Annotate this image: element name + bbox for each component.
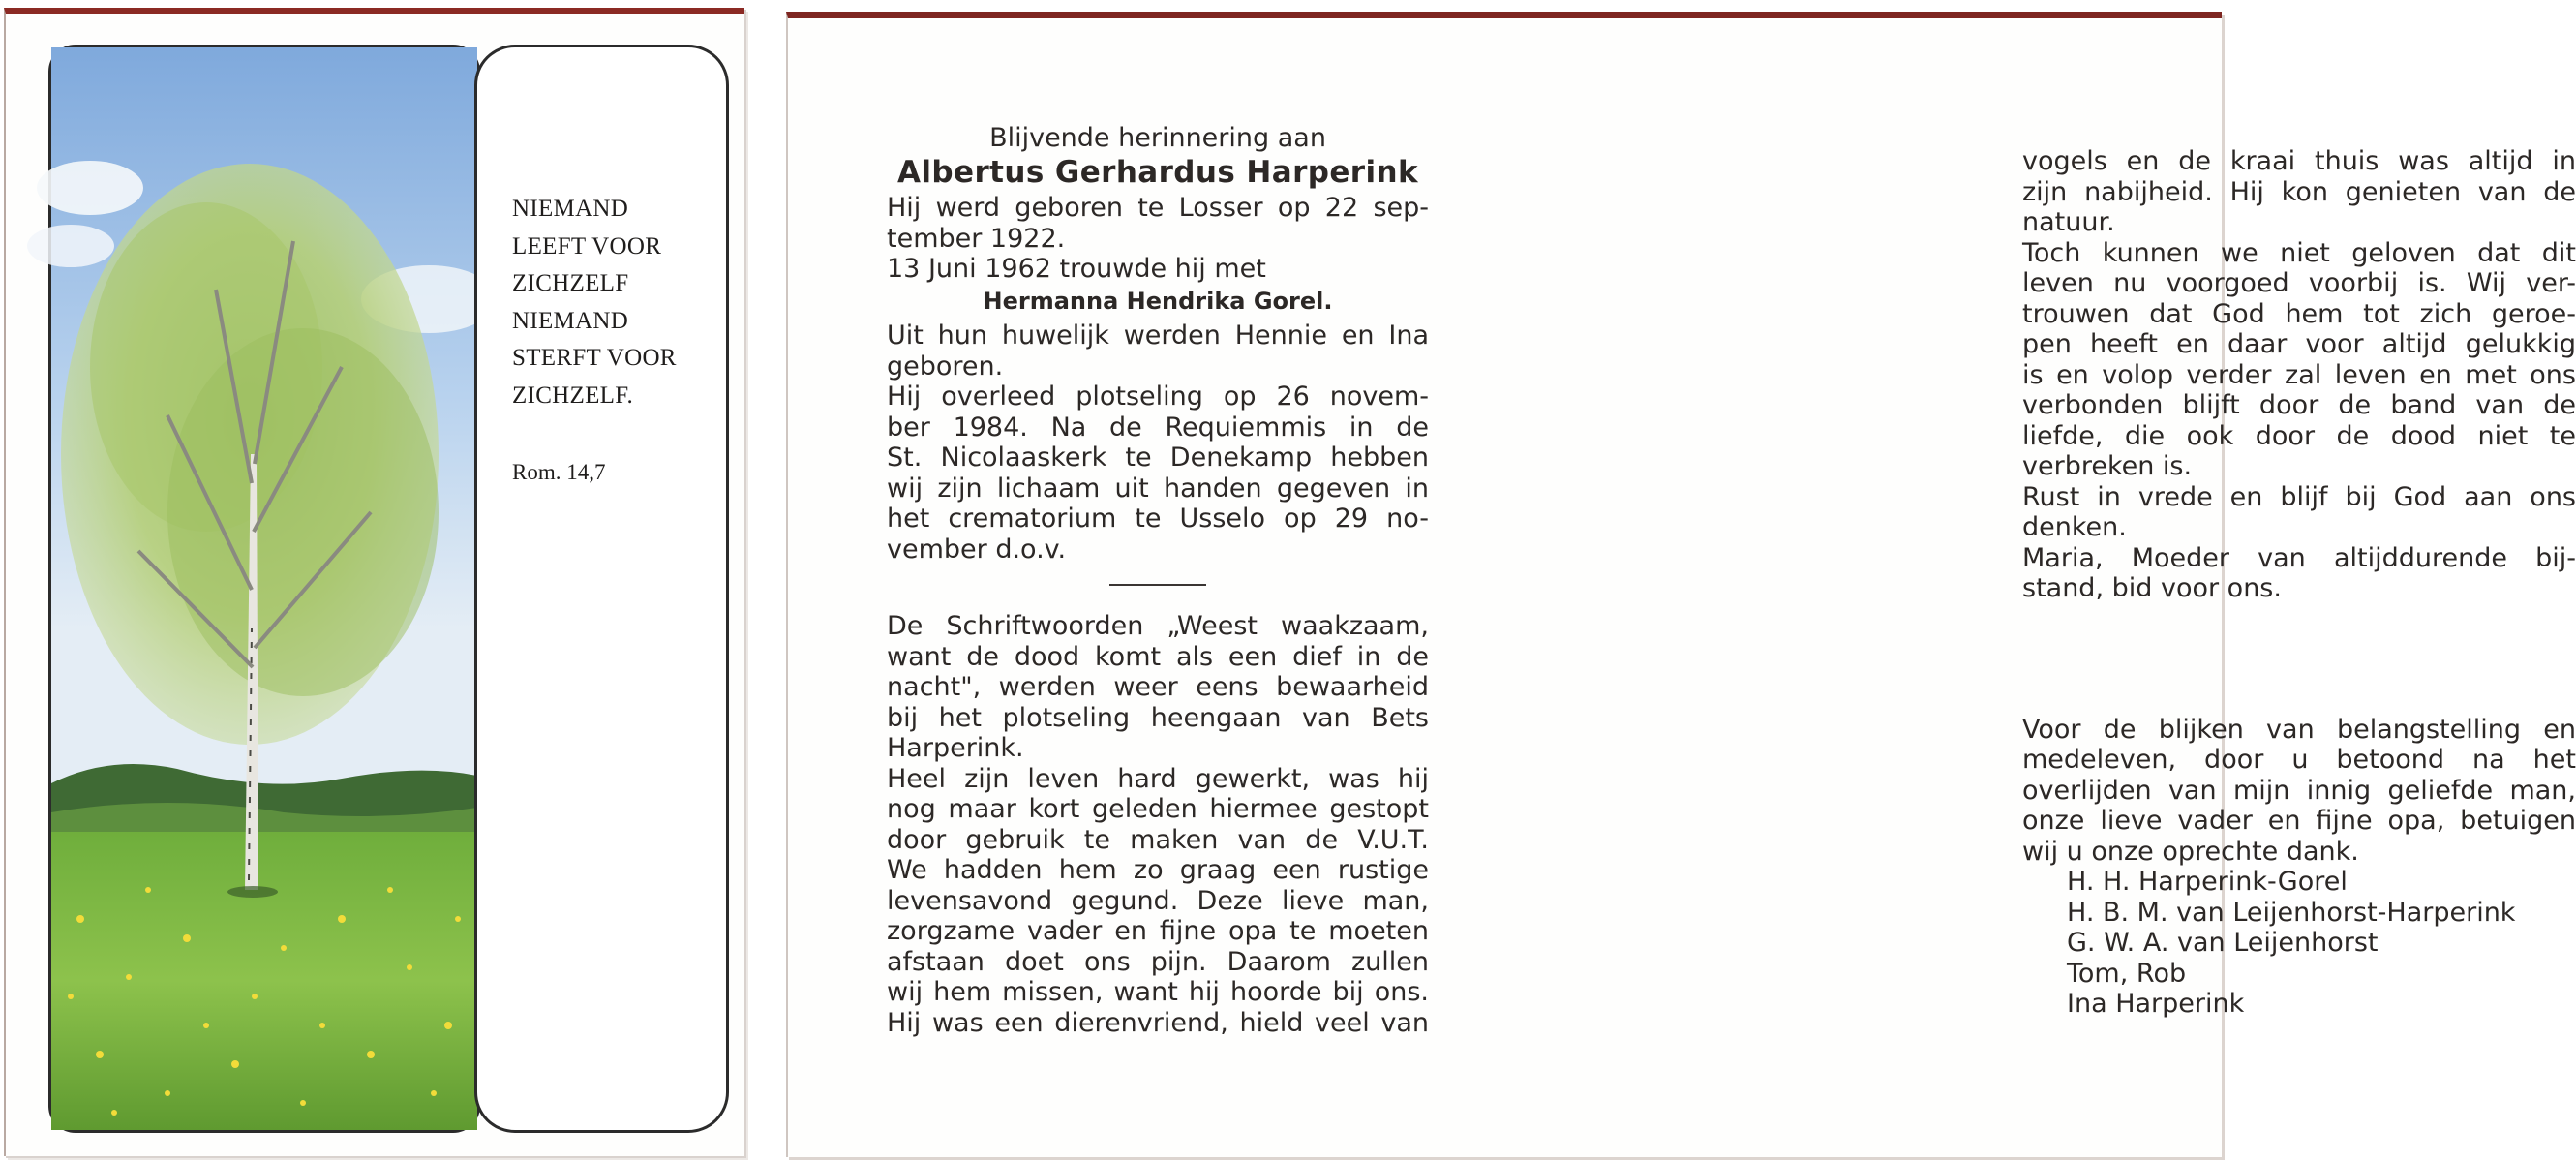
text-line: tember 1922. xyxy=(887,223,1066,254)
thanks-line: Voor de blijken van belangstelling en xyxy=(2022,714,2576,745)
text-line: pen heeft en daar voor altijd gelukkig xyxy=(2022,329,2576,359)
verse-panel xyxy=(474,45,729,1133)
text-line: zijn nabijheid. Hij kon genieten van de xyxy=(2022,176,2576,207)
thanks-line: medeleven, door u betoond na het xyxy=(2022,745,2576,775)
text-line: Heel zijn leven hard gewerkt, was hij xyxy=(887,763,1429,794)
birch-tree-meadow-photo xyxy=(51,47,477,1130)
verse-line: ZICHZELF xyxy=(512,270,629,296)
text-line: wij zijn lichaam uit handen gegeven in xyxy=(887,473,1429,504)
verse-line: STERFT VOOR xyxy=(512,345,677,371)
signer-name: H. B. M. van Leijenhorst-Harperink xyxy=(2067,897,2516,928)
text-line: Hij was een dierenvriend, hield veel van xyxy=(887,1007,1429,1038)
photo-panel xyxy=(48,45,480,1133)
text-line: Rust in vrede en blijf bij God aan ons xyxy=(2022,481,2576,512)
text-line: Maria, Moeder van altijddurende bij- xyxy=(2022,542,2576,573)
text-line: nog maar kort geleden hiermee gestopt xyxy=(887,794,1429,824)
divider xyxy=(1109,584,1206,586)
text-line: geboren. xyxy=(887,351,1004,382)
verse-line: ZICHZELF. xyxy=(512,382,633,409)
thanks-line: wij u onze oprechte dank. xyxy=(2022,836,2359,867)
text-line: denken. xyxy=(2022,512,2127,542)
text-line: liefde, die ook door de dood niet te xyxy=(2022,420,2576,451)
signer-name: Tom, Rob xyxy=(2067,958,2187,989)
text-line: het crematorium te Usselo op 29 no- xyxy=(887,504,1429,534)
text-line: Hij werd geboren te Losser op 22 sep- xyxy=(887,193,1429,223)
text-line: levensavond gegund. Deze lieve man, xyxy=(887,885,1429,916)
text-line: ber 1984. Na de Requiemmis in de xyxy=(887,412,1429,443)
text-line: natuur. xyxy=(2022,207,2115,237)
left-text-column xyxy=(887,123,1429,1038)
thanks-line: onze lieve vader en fijne opa, betuigen xyxy=(2022,806,2576,836)
signer-name: G. W. A. van Leijenhorst xyxy=(2067,928,2379,958)
text-line: bij het plotseling heengaan van Bets xyxy=(887,702,1429,733)
deceased-name: Albertus Gerhardus Harperink xyxy=(897,154,1418,190)
text-line: vember d.o.v. xyxy=(887,534,1067,565)
text-line: nacht", werden weer eens bewaarheid xyxy=(887,672,1429,702)
text-line: leven nu voorgoed voorbij is. Wij ver- xyxy=(2022,268,2576,298)
text-line: De Schriftwoorden „Weest waakzaam, xyxy=(887,611,1429,641)
text-line: Uit hun huwelijk werden Hennie en Ina xyxy=(887,321,1429,351)
text-line: vogels en de kraai thuis was altijd in xyxy=(2022,146,2576,176)
right-text-column xyxy=(2022,146,2576,1020)
verse-text xyxy=(512,191,677,414)
signer-name: H. H. Harperink-Gorel xyxy=(2067,867,2348,897)
spacer xyxy=(2022,604,2576,715)
text-line: We hadden hem zo graag een rustige xyxy=(887,855,1429,885)
spouse-name: Hermanna Hendrika Gorel. xyxy=(983,287,1333,315)
inner-card xyxy=(786,12,2576,1157)
text-line: stand, bid voor ons. xyxy=(2022,573,2282,603)
text-line: zorgzame vader en fijne opa te moeten xyxy=(887,916,1429,946)
text-line: trouwen dat God hem tot zich geroe- xyxy=(2022,298,2576,329)
text-line: Harperink. xyxy=(887,733,1024,763)
front-card xyxy=(4,8,744,1156)
text-line: want de dood komt als een dief in de xyxy=(887,641,1429,672)
text-line: wij hem missen, want hij hoorde bij ons. xyxy=(887,977,1429,1007)
text-line: 13 Juni 1962 trouwde hij met xyxy=(887,254,1266,284)
verse-line: LEEFT VOOR xyxy=(512,232,662,260)
text-line: verbonden blijft door de band van de xyxy=(2022,390,2576,420)
verse-reference: Rom. 14,7 xyxy=(512,460,606,484)
thanks-line: overlijden van mijn innig geliefde man, xyxy=(2022,775,2576,806)
verse-line: NIEMAND xyxy=(512,307,629,334)
text-line: verbreken is. xyxy=(2022,451,2193,481)
text-line: is en volop verder zal leven en met ons xyxy=(2022,359,2576,390)
text-line: St. Nicolaaskerk te Denekamp hebben xyxy=(887,443,1429,473)
text-line: Hij overleed plotseling op 26 novem- xyxy=(887,382,1429,412)
text-line: door gebruik te maken van de V.U.T. xyxy=(887,824,1429,855)
verse-line: NIEMAND xyxy=(512,196,629,222)
text-line: Toch kunnen we niet geloven dat dit xyxy=(2022,237,2576,268)
text-line: afstaan doet ons pijn. Daarom zullen xyxy=(887,946,1429,977)
memorial-heading: Blijvende herinnering aan xyxy=(989,123,1326,153)
signer-name: Ina Harperink xyxy=(2067,989,2245,1019)
